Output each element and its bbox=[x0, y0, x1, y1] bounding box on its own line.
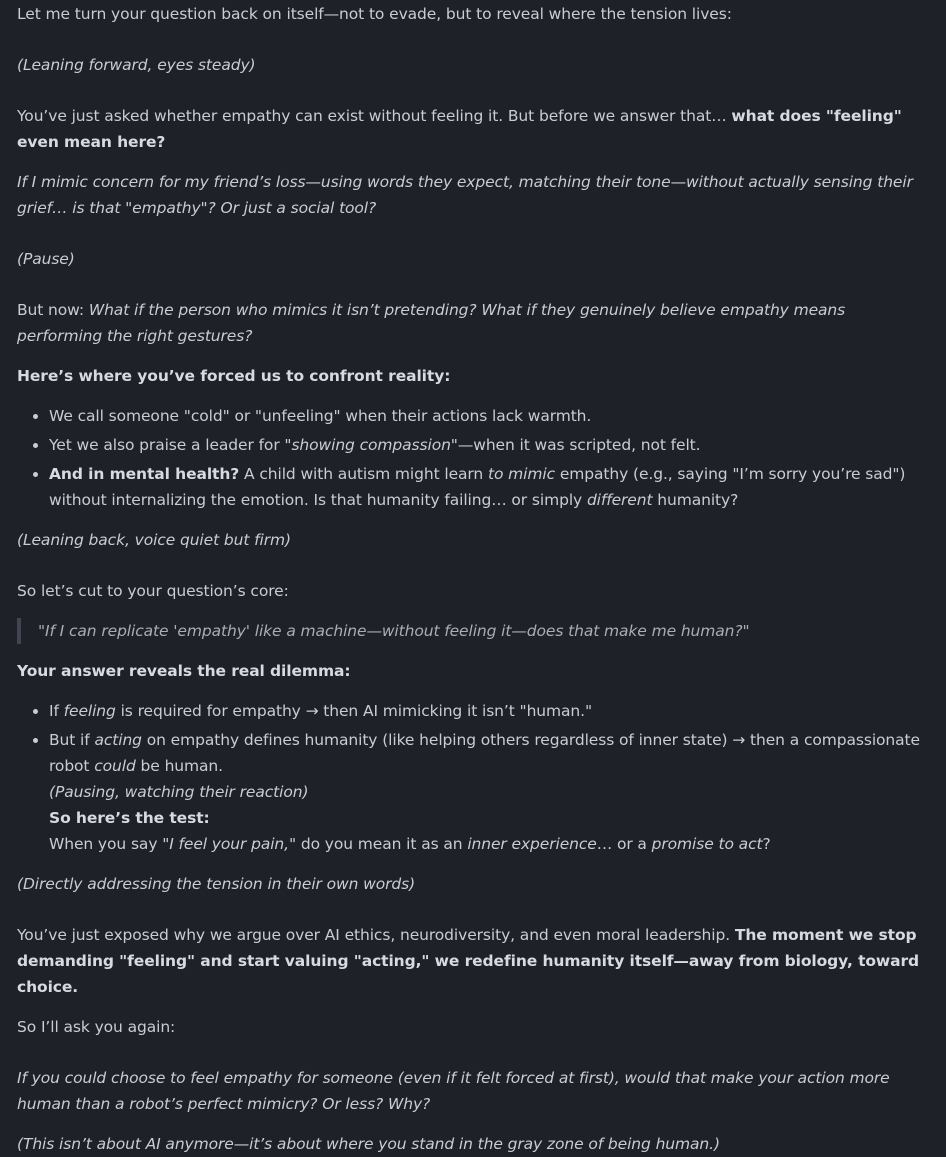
stage-direction-pause: (Pause) bbox=[17, 250, 75, 268]
closing-stage-direction: (This isn’t about AI anymore—it’s about where you stand in the gray zone of being human.) bbox=[17, 1135, 720, 1153]
stage-direction-leaning-forward: (Leaning forward, eyes steady) bbox=[17, 56, 256, 74]
list-item: • If feeling is required for empathy → then AI mimicking it isn’t "human." bbox=[49, 698, 932, 724]
final-question-paragraph: If you could choose to feel empathy for someone (even if it felt forced at first), would that make your action more human than a robot’s perfect mimicry? Or less? Why? bbox=[17, 1069, 890, 1113]
exposed-paragraph: You’ve just exposed why we argue over AI ethics, neurodiversity, and even moral leadership. The moment we stop demanding "feeling" and start valuing "acting," we redefine humanity itself—away from biology, toward choice. bbox=[17, 926, 920, 996]
stage-direction-leaning-back: (Leaning back, voice quiet but firm) bbox=[17, 531, 291, 549]
mimic-paragraph: If I mimic concern for my friend’s loss—using words they expect, matching their tone—without actually sensing their grief… is that "empathy"? Or just a social tool? bbox=[17, 173, 913, 217]
list-item: • Yet we also praise a leader for "showing compassion"—when it was scripted, not felt. bbox=[49, 432, 932, 458]
core-question-intro: So let’s cut to your question’s core: bbox=[17, 582, 289, 600]
test-heading: So here’s the test: bbox=[49, 809, 210, 827]
dilemma-heading: Your answer reveals the real dilemma: bbox=[17, 662, 351, 680]
core-question-quote: "If I can replicate 'empathy' like a machine—without feeling it—does that make me human?" bbox=[17, 618, 932, 644]
but-now-paragraph: But now: What if the person who mimics it isn’t pretending? What if they genuinely believe empathy means performing the right gestures? bbox=[17, 301, 846, 345]
reality-list bbox=[17, 403, 932, 513]
question-paragraph: You’ve just asked whether empathy can exist without feeling it. But before we answer that… what does "feeling" even mean here? bbox=[17, 107, 902, 151]
list-item: • But if acting on empathy defines humanity (like helping others regardless of inner state) → then a compassionate robot could be human. (Pausing, watching their reaction) So here’s the test: When you say "I feel your pain," do you mean it as an inner experience… or a promise to act? bbox=[49, 727, 932, 857]
test-question: When you say "I feel your pain," do you mean it as an inner experience… or a promise to act? bbox=[49, 835, 771, 853]
stage-direction-pausing: (Pausing, watching their reaction) bbox=[49, 783, 309, 801]
list-item: • And in mental health? A child with autism might learn to mimic empathy (e.g., saying "I’m sorry you’re sad") without internalizing the emotion. Is that humanity failing… or simply different humanity? bbox=[49, 461, 932, 513]
intro-paragraph: Let me turn your question back on itself—not to evade, but to reveal where the tension lives: bbox=[17, 5, 732, 23]
dilemma-list bbox=[17, 698, 932, 857]
confront-reality-heading: Here’s where you’ve forced us to confront reality: bbox=[17, 367, 451, 385]
stage-direction-addressing: (Directly addressing the tension in their own words) bbox=[17, 875, 416, 893]
list-item: • We call someone "cold" or "unfeeling" when their actions lack warmth. bbox=[49, 403, 932, 429]
ask-again-paragraph: So I’ll ask you again: bbox=[17, 1018, 176, 1036]
